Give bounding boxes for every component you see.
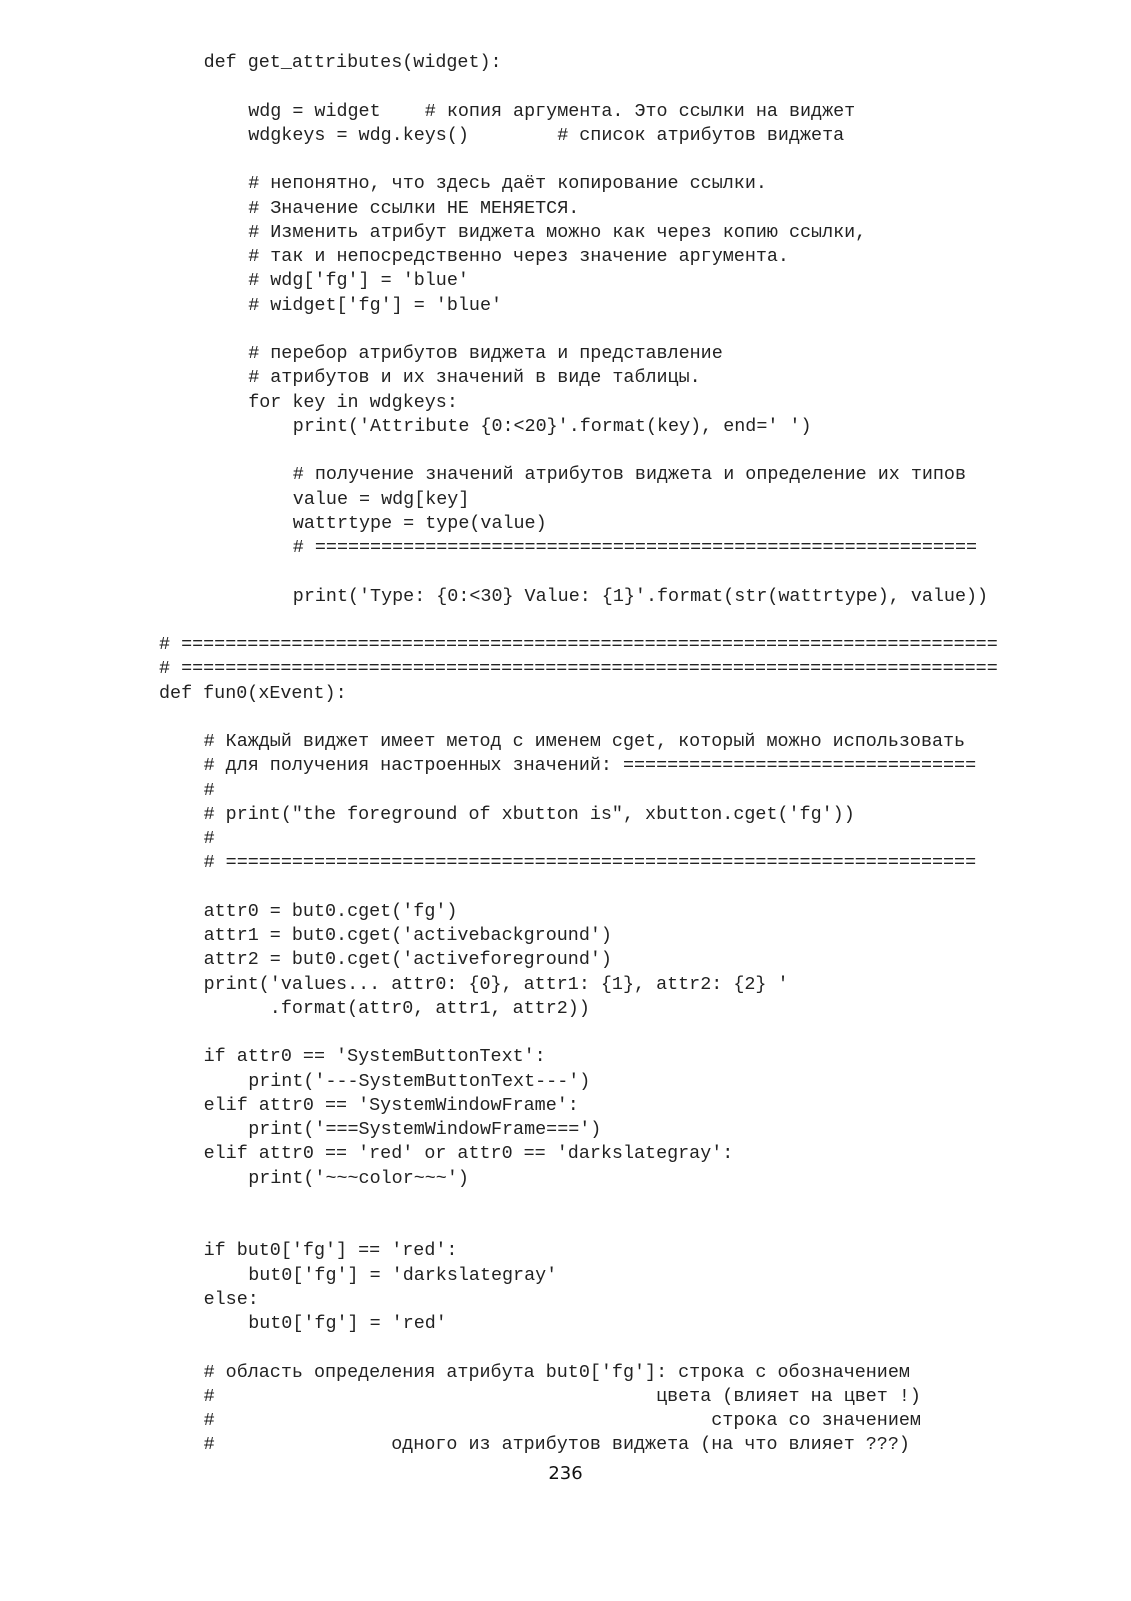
code-line: print('===SystemWindowFrame===') xyxy=(248,1119,602,1140)
code-line: def get_attributes(widget): xyxy=(203,52,502,73)
code-line: # Каждый виджет имеет метод с именем cget, который можно использовать xyxy=(203,731,966,752)
code-line: attr1 = but0.cget('activebackground') xyxy=(203,925,612,946)
code-line: print('Type: {0:<30} Value: {1}'.format(str(wattrtype), value)) xyxy=(292,585,989,607)
code-line: # ========================================================================== xyxy=(159,658,998,680)
code-line: # Значение ссылки НЕ МЕНЯЕТСЯ. xyxy=(248,197,580,219)
code-line: elif attr0 == 'SystemWindowFrame': xyxy=(203,1094,579,1116)
code-line: # для получения настроенных значений: ================================ xyxy=(203,755,977,777)
code-line: # строка со значением xyxy=(203,1410,921,1431)
code-line: # получение значений атрибутов виджета и определение их типов xyxy=(292,464,967,486)
code-line: print('Attribute {0:<20}'.format(key), end=' ') xyxy=(292,415,812,437)
code-line: # ============================================================ xyxy=(292,537,978,558)
code-line: but0['fg'] = 'red' xyxy=(248,1313,447,1334)
code-line: wattrtype = type(value) xyxy=(292,512,547,534)
code-line: .format(attr0, attr1, attr2)) xyxy=(203,997,590,1019)
code-line: # xyxy=(203,779,215,801)
code-line: if but0['fg'] == 'red': xyxy=(203,1240,458,1262)
code-line: # ==================================================================== xyxy=(203,852,977,874)
code-line: # xyxy=(203,828,215,849)
code-line: else: xyxy=(203,1288,259,1310)
code-line: wdg = widget # копия аргумента. Это ссылки на виджет xyxy=(248,100,856,122)
code-line: for key in wdgkeys: xyxy=(248,391,458,413)
code-line: print('---SystemButtonText---') xyxy=(248,1070,591,1092)
code-line: print('~~~color~~~') xyxy=(248,1167,469,1189)
page-number: 236 xyxy=(548,1463,583,1484)
code-line: # Изменить атрибут виджета можно как через копию ссылки, xyxy=(248,221,867,243)
code-line: # wdg['fg'] = 'blue' xyxy=(248,270,469,292)
code-line: # атрибутов и их значений в виде таблицы. xyxy=(248,367,701,389)
code-line: # непонятно, что здесь даёт копирование ссылки. xyxy=(248,173,767,195)
code-line: # print("the foreground of xbutton is", xbutton.cget('fg')) xyxy=(203,803,855,825)
code-line: attr0 = but0.cget('fg') xyxy=(203,900,458,922)
code-line: def fun0(xEvent): xyxy=(159,682,347,704)
code-line: # widget['fg'] = 'blue' xyxy=(248,294,503,316)
code-line: # перебор атрибутов виджета и представление xyxy=(248,343,723,364)
code-line: # так и непосредственно через значение аргумента. xyxy=(248,246,789,267)
code-line: wdgkeys = wdg.keys() # список атрибутов виджета xyxy=(248,124,845,146)
code-line: if attr0 == 'SystemButtonText': xyxy=(203,1046,546,1068)
code-line: but0['fg'] = 'darkslategray' xyxy=(248,1264,558,1286)
code-line: print('values... attr0: {0}, attr1: {1}, attr2: {2} ' xyxy=(203,973,789,995)
code-line: attr2 = but0.cget('activeforeground') xyxy=(203,949,612,971)
code-line: # одного из атрибутов виджета (на что влияет ???) xyxy=(203,1434,910,1456)
code-line: # цвета (влияет на цвет !) xyxy=(203,1385,921,1407)
code-line: elif attr0 == 'red' or attr0 == 'darkslategray': xyxy=(203,1143,734,1165)
code-line: value = wdg[key] xyxy=(292,488,470,510)
code-line: # область определения атрибута but0['fg']: строка с обозначением xyxy=(203,1361,910,1383)
code-line: # ========================================================================== xyxy=(159,634,998,655)
